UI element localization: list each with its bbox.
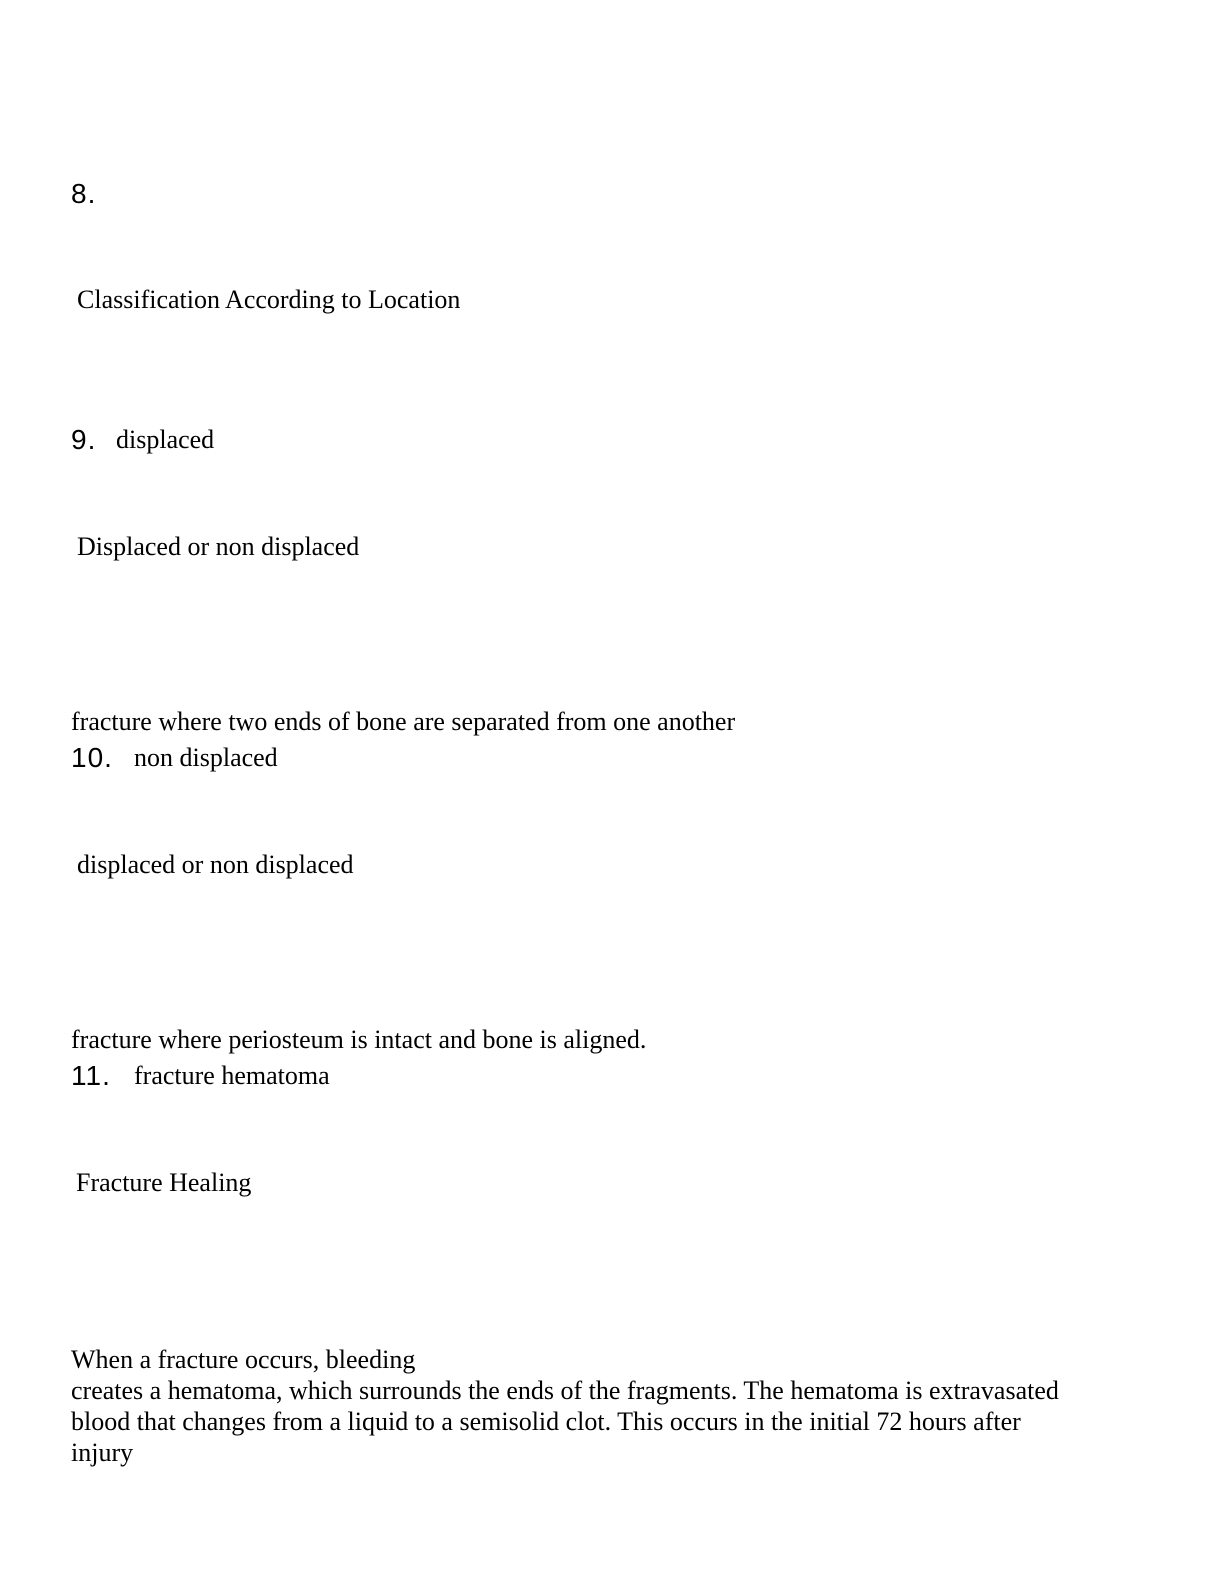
question-prompt-11: Fracture Healing [76,1168,252,1197]
question-number-10: 10. [71,742,113,773]
question-prompt-9: Displaced or non displaced [77,532,360,561]
definition-11 [71,1344,1151,1468]
question-prompt-10: displaced or non displaced [77,850,354,879]
question-number-9: 9. [71,424,97,455]
definition-11-line: injury [71,1438,134,1467]
definition-11-line: blood that changes from a liquid to a semisolid clot. This occurs in the initial 72 hours after [71,1407,1021,1436]
question-prompt-8: Classification According to Location [77,285,461,314]
question-number-8: 8. [71,178,97,209]
answer-10: non displaced [134,743,278,772]
definition-11-line: creates a hematoma, which surrounds the ends of the fragments. The hematoma is extravasated [71,1376,1059,1405]
definition-11-line: When a fracture occurs, bleeding [71,1345,416,1374]
answer-9: displaced [116,425,215,454]
answer-11: fracture hematoma [134,1061,330,1090]
definition-9: fracture where two ends of bone are separated from one another [71,707,736,736]
question-number-11: 11. [71,1060,111,1091]
definition-10: fracture where periosteum is intact and bone is aligned. [71,1025,647,1054]
